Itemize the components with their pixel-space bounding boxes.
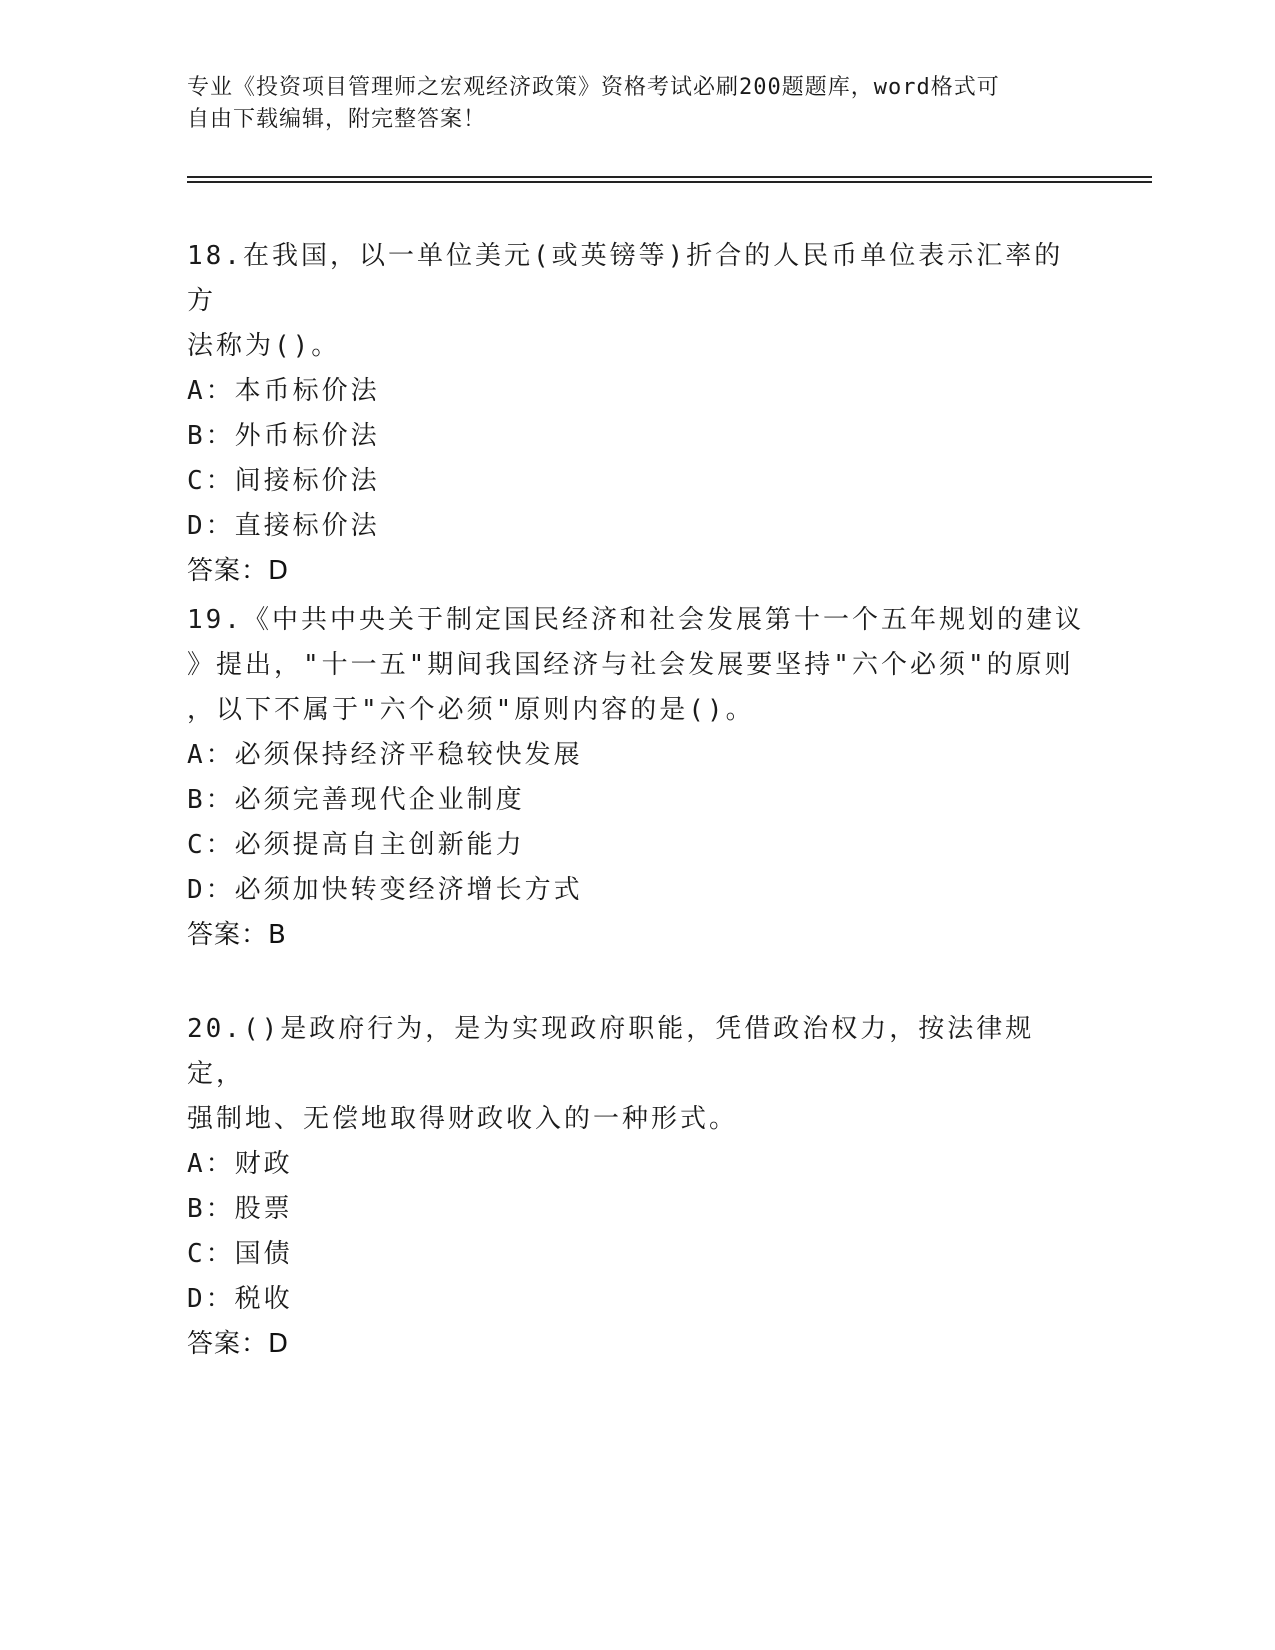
option-a: A：本币标价法: [187, 376, 380, 406]
option-a: A：必须保持经济平稳较快发展: [187, 740, 583, 770]
question-19: [187, 598, 1087, 958]
option-d: D：直接标价法: [187, 511, 380, 541]
option-c: C：必须提高自主创新能力: [187, 830, 525, 860]
answer: 答案：D: [187, 556, 290, 586]
answer: 答案：B: [187, 920, 287, 950]
option-c: C：间接标价法: [187, 466, 380, 496]
question-stem-line: ，以下不属于"六个必须"原则内容的是()。: [187, 695, 755, 725]
option-b: B：必须完善现代企业制度: [187, 785, 525, 815]
option-a: A：财政: [187, 1149, 293, 1179]
option-b: B：股票: [187, 1194, 293, 1224]
header-line-2: 自由下载编辑，附完整答案！: [187, 107, 487, 132]
header-line-1: 专业《投资项目管理师之宏观经济政策》资格考试必刷200题题库，word格式可: [187, 75, 1000, 100]
option-d: D：税收: [187, 1284, 293, 1314]
question-stem-line: 20.()是政府行为，是为实现政府职能，凭借政治权力，按法律规定，: [187, 1014, 1035, 1089]
document-header: [187, 72, 1067, 136]
question-stem-line: 18.在我国，以一单位美元(或英镑等)折合的人民币单位表示汇率的方: [187, 241, 1064, 316]
question-stem-line: 》提出，"十一五"期间我国经济与社会发展要坚持"六个必须"的原则: [187, 650, 1074, 680]
question-20: [187, 1007, 1087, 1367]
answer: 答案：D: [187, 1329, 290, 1359]
header-rule-bottom: [187, 181, 1152, 183]
question-stem-line: 19.《中共中央关于制定国民经济和社会发展第十一个五年规划的建议: [187, 605, 1084, 635]
question-stem-line: 法称为()。: [187, 331, 341, 361]
option-b: B：外币标价法: [187, 421, 380, 451]
option-d: D：必须加快转变经济增长方式: [187, 875, 583, 905]
question-18: [187, 234, 1087, 594]
question-stem-line: 强制地、无偿地取得财政收入的一种形式。: [187, 1104, 739, 1134]
option-c: C：国债: [187, 1239, 293, 1269]
header-rule-top: [187, 176, 1152, 178]
